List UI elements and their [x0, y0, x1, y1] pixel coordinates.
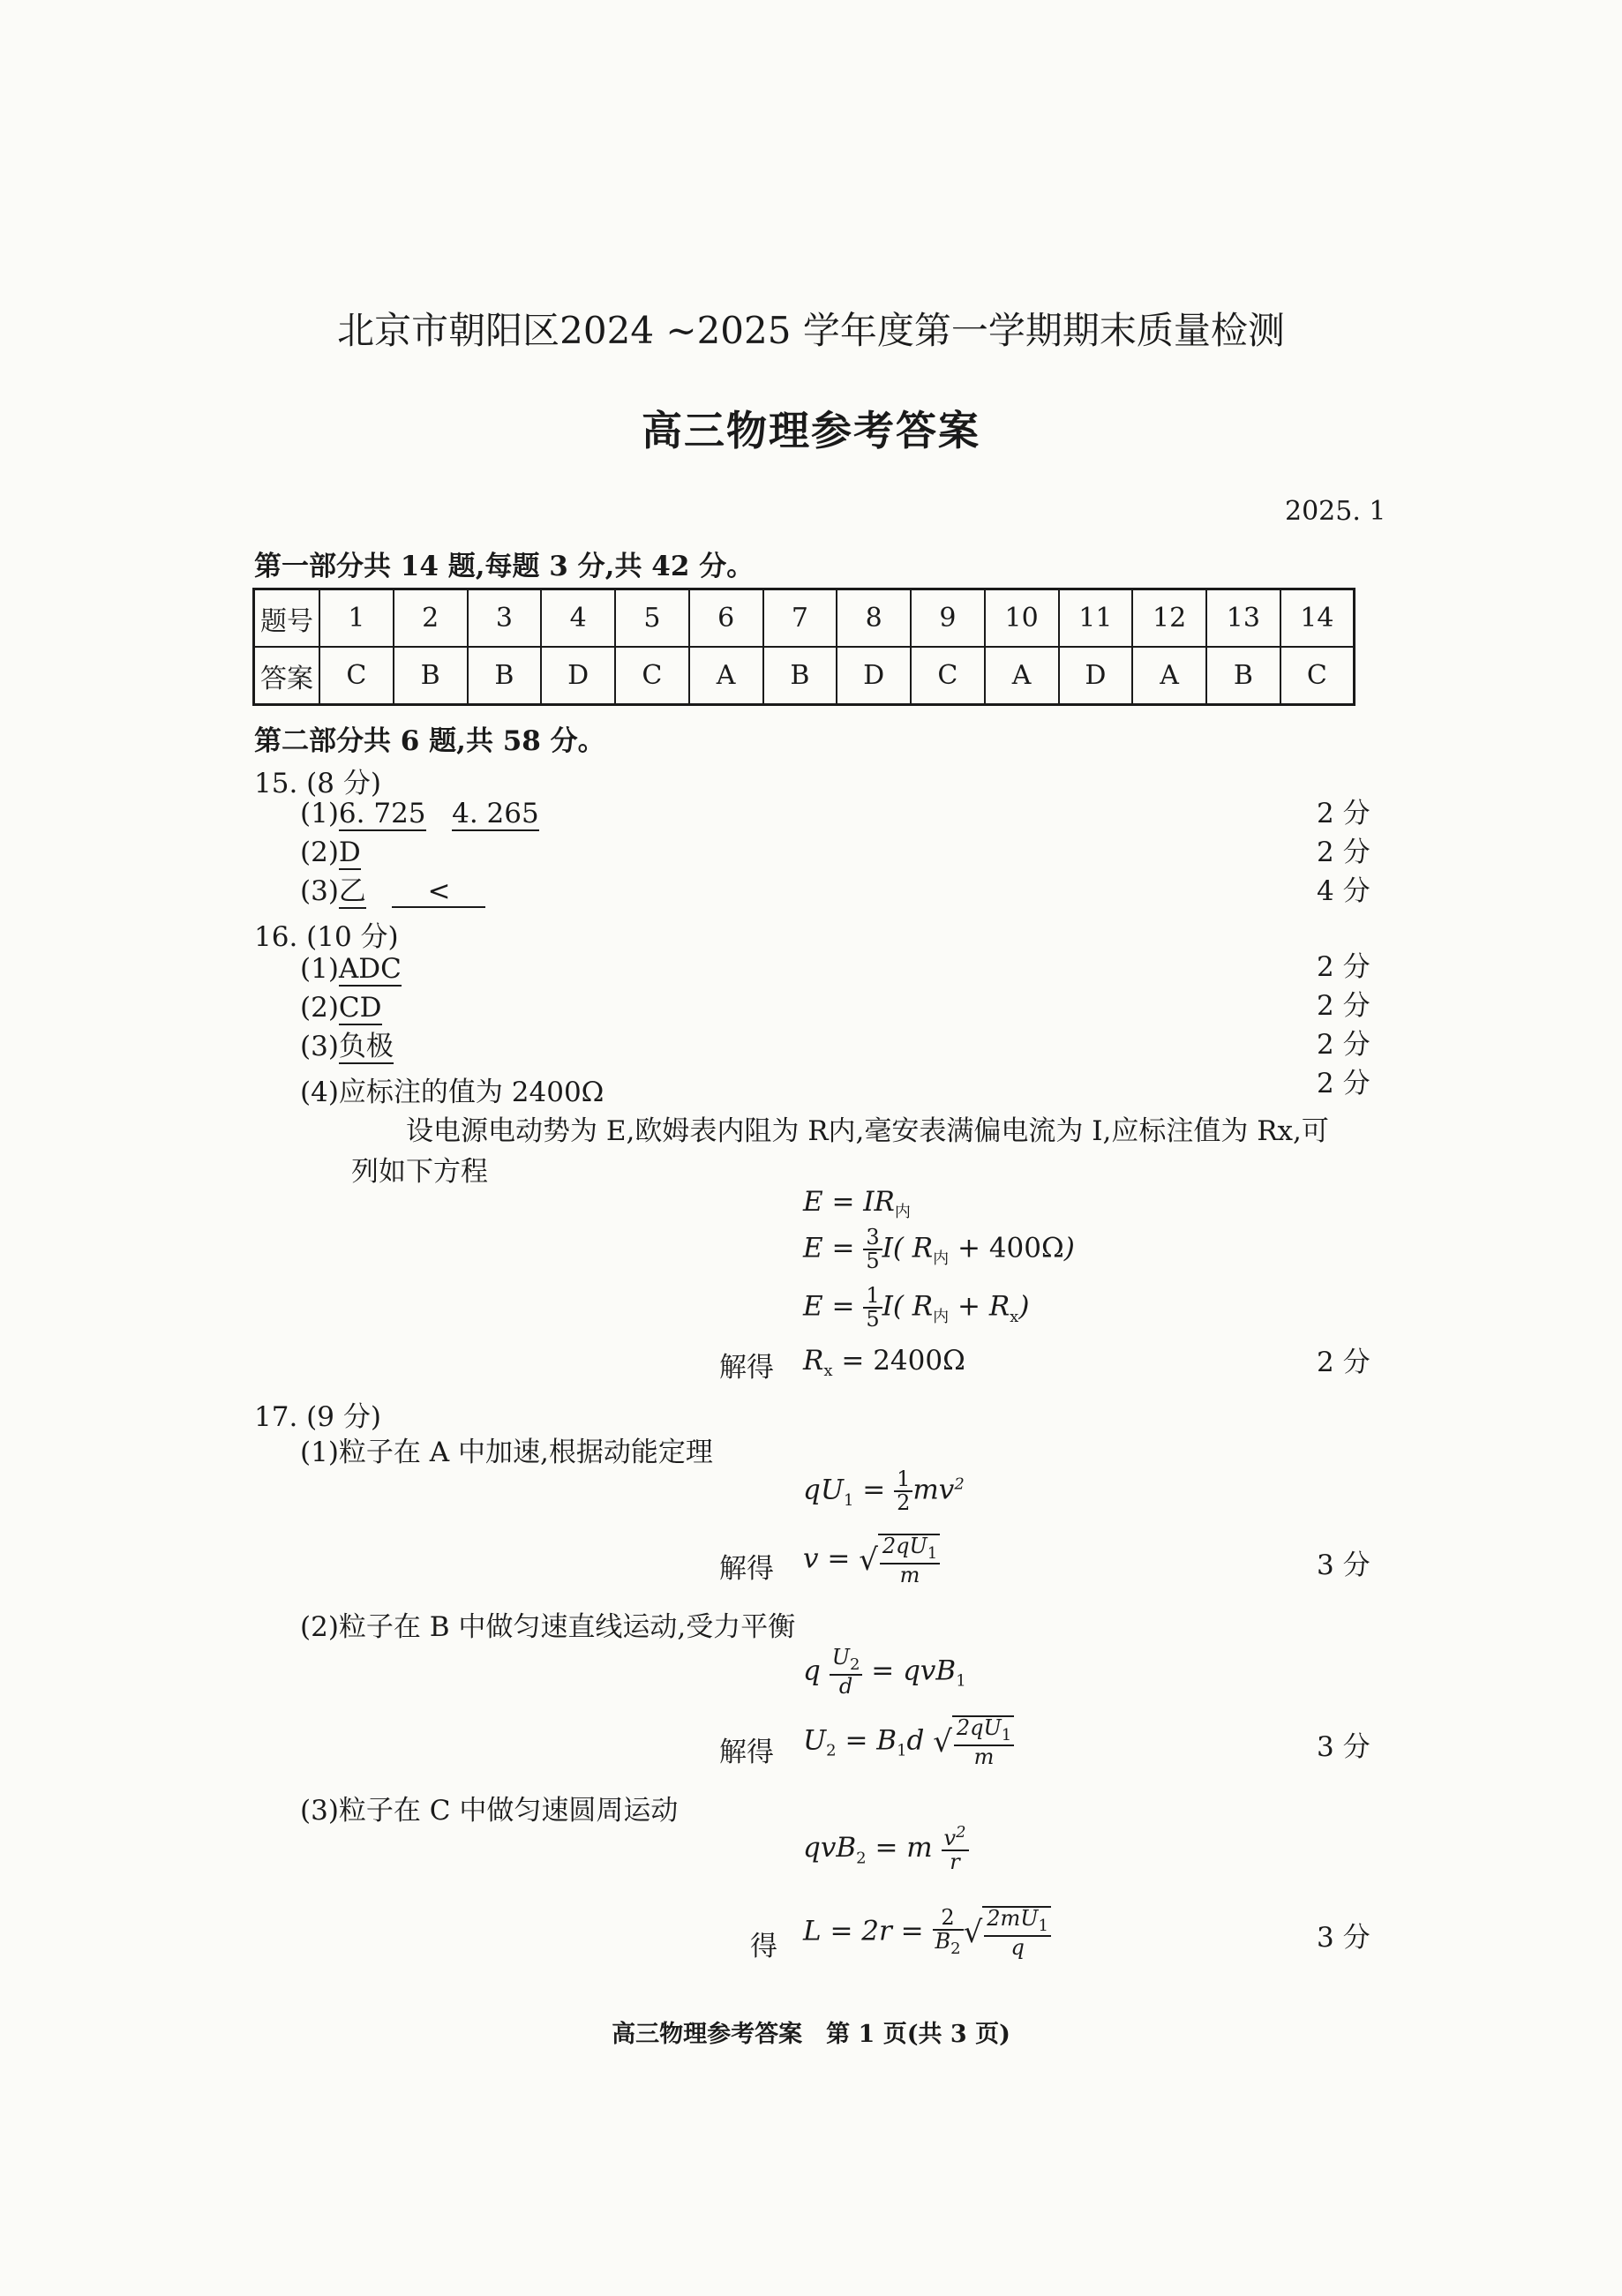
- answer-cell: D: [541, 647, 615, 705]
- answer-cell: C: [319, 647, 394, 705]
- answer-cell: C: [911, 647, 985, 705]
- q16-solve-score: 2 分: [1317, 1347, 1370, 1378]
- document-date: 2025. 1: [1285, 496, 1386, 527]
- part1-heading: 第一部分共 14 题,每题 3 分,共 42 分。: [254, 551, 755, 582]
- q16-equation-2: E = $\frac{3}{5}$ I( $R_内 + 400\Omega$): [803, 1225, 1075, 1274]
- q15-score-1: 2 分: [1317, 798, 1370, 829]
- q17-equation-3: qvB$_2$ = m $\frac{v^2}{r}$: [803, 1825, 969, 1873]
- question-number: 12: [1132, 589, 1206, 648]
- q16-answer-3: 负极: [339, 1032, 394, 1064]
- q16-result: $R_x = 2400\Omega$: [803, 1345, 965, 1381]
- q16-score-4: 2 分: [1317, 1068, 1370, 1099]
- q15-answer-3a: 乙: [339, 876, 366, 909]
- q16-answer-4: 应标注的值为 2400Ω: [338, 1077, 604, 1108]
- q15-answer-3b: <: [392, 876, 485, 908]
- q16-part2: (2)CD: [300, 992, 382, 1025]
- question-number: 14: [1280, 589, 1355, 648]
- question-number: 7: [763, 589, 837, 648]
- q16-part4: (4)应标注的值为 2400Ω: [300, 1077, 604, 1108]
- question-number: 8: [837, 589, 911, 648]
- answer-cell: A: [1132, 647, 1206, 705]
- answer-cell: A: [985, 647, 1059, 705]
- question-number: 10: [985, 589, 1059, 648]
- answer-cell: B: [1206, 647, 1280, 705]
- q15-score-3: 4 分: [1317, 875, 1370, 907]
- document-title: 北京市朝阳区2024 ~2025 学年度第一学期期末质量检测: [337, 309, 1285, 352]
- answer-cell: D: [1059, 647, 1133, 705]
- q16-score-3: 2 分: [1317, 1029, 1370, 1061]
- q15-title: 15. (8 分): [254, 768, 381, 799]
- q17-equation-2: q $\frac{U_2}{d}$ = qvB$_1$: [803, 1645, 966, 1699]
- q16-explanation-line1: 设电源电动势为 E,欧姆表内阻为 R内,毫安表满偏电流为 I,应标注值为 Rx,可: [406, 1115, 1329, 1147]
- q15-part2: (2)D: [300, 837, 361, 870]
- question-number: 11: [1059, 589, 1133, 648]
- q17-part2-text: (2)粒子在 B 中做匀速直线运动,受力平衡: [300, 1611, 796, 1643]
- answer-cell: B: [468, 647, 542, 705]
- answer-cell: B: [394, 647, 468, 705]
- q17-score-1: 3 分: [1317, 1549, 1370, 1581]
- q16-title: 16. (10 分): [254, 921, 399, 953]
- q16-score-1: 2 分: [1317, 951, 1370, 983]
- q17-result-1: v = √ $\frac{2qU_1}{m}$: [803, 1534, 940, 1587]
- q16-part3: (3)负极: [300, 1031, 394, 1064]
- q15-answer-1a: 6. 725: [339, 799, 426, 831]
- answer-table-answer-row: [254, 647, 1355, 705]
- answer-table: [252, 588, 1355, 706]
- q17-result-3: L = 2r = $\frac{2}{B_2}$ √ $\frac{2mU_1}{q}$: [803, 1906, 1051, 1959]
- question-number: 6: [689, 589, 763, 648]
- page-footer: 高三物理参考答案 第 1 页(共 3 页): [612, 2021, 1010, 2048]
- q17-part1-solve: 解得: [719, 1553, 774, 1585]
- answer-table-number-row: [254, 589, 1355, 648]
- q16-part1: (1)ADC: [300, 953, 402, 987]
- answer-cell: B: [763, 647, 837, 705]
- question-number: 4: [541, 589, 615, 648]
- q15-part3: (3)乙 <: [300, 875, 485, 909]
- q17-equation-1: $qU_1$ = $\frac{1}{2}$ $mv^2$: [803, 1467, 965, 1516]
- table-header-number: 题号: [254, 589, 320, 648]
- q15-answer-2: D: [339, 837, 361, 870]
- q16-explanation-line2: 列如下方程: [351, 1156, 488, 1188]
- question-number: 13: [1206, 589, 1280, 648]
- question-number: 1: [319, 589, 394, 648]
- question-number: 9: [911, 589, 985, 648]
- q16-equation-3: E = $\frac{1}{5}$ I( $R_内 + R_x$): [803, 1283, 1030, 1332]
- answer-cell: C: [615, 647, 689, 705]
- q16-answer-2: CD: [339, 993, 382, 1025]
- document-subtitle: 高三物理参考答案: [642, 407, 980, 454]
- answer-cell: C: [1280, 647, 1355, 705]
- q17-score-3: 3 分: [1317, 1922, 1370, 1954]
- q15-score-2: 2 分: [1317, 837, 1370, 868]
- q16-score-2: 2 分: [1317, 990, 1370, 1022]
- q17-title: 17. (9 分): [254, 1401, 381, 1433]
- q17-result-2: $U_2 = B_1d$ √ $\frac{2qU_1}{m}$: [803, 1715, 1014, 1768]
- q16-answer-1: ADC: [339, 954, 402, 987]
- answer-cell: D: [837, 647, 911, 705]
- q17-part1-text: (1)粒子在 A 中加速,根据动能定理: [300, 1437, 713, 1468]
- q16-solve-label: 解得: [719, 1352, 774, 1384]
- q17-part3-text: (3)粒子在 C 中做匀速圆周运动: [300, 1795, 679, 1827]
- q17-score-2: 3 分: [1317, 1731, 1370, 1763]
- q15-answer-1b: 4. 265: [452, 799, 539, 831]
- q15-part1: (1)6. 725 4. 265: [300, 798, 539, 831]
- part2-heading: 第二部分共 6 题,共 58 分。: [254, 725, 605, 757]
- q17-part2-solve: 解得: [719, 1737, 774, 1768]
- answer-cell: A: [689, 647, 763, 705]
- q17-part3-solve: 得: [750, 1931, 777, 1962]
- q16-equation-1: $E = IR_内$: [803, 1186, 911, 1222]
- question-number: 2: [394, 589, 468, 648]
- question-number: 3: [468, 589, 542, 648]
- table-header-answer: 答案: [254, 647, 320, 705]
- question-number: 5: [615, 589, 689, 648]
